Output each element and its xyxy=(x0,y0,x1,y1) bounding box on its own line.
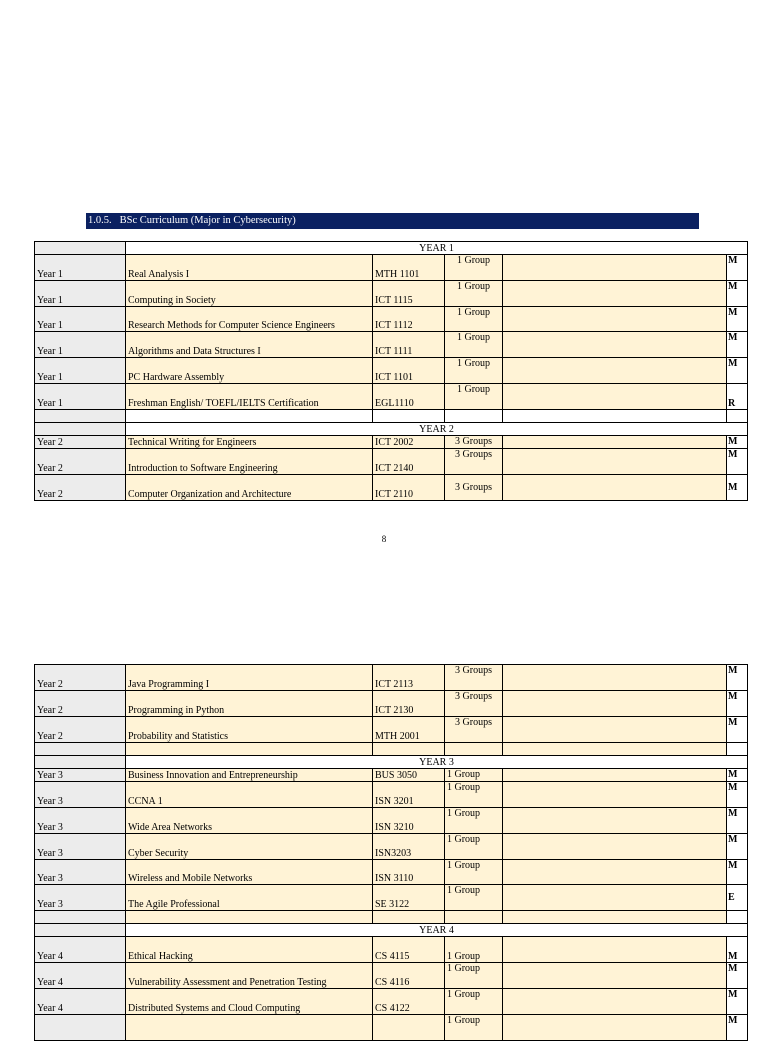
table-row xyxy=(35,332,748,358)
table-row xyxy=(35,808,748,834)
type-cell: M xyxy=(727,691,748,717)
group-cell: 1 Group xyxy=(445,358,503,384)
type-cell: M xyxy=(727,255,748,281)
course-code-cell: BUS 3050 xyxy=(373,769,445,782)
course-code-cell: ISN 3201 xyxy=(373,782,445,808)
course-code-cell: ICT 1111 xyxy=(373,332,445,358)
blank-cell xyxy=(503,384,727,410)
course-code-cell: CS 4115 xyxy=(373,937,445,963)
year-cell: Year 4 xyxy=(35,963,126,989)
table-row xyxy=(35,860,748,885)
course-code-cell: ICT 2140 xyxy=(373,449,445,475)
table-row xyxy=(35,665,748,691)
course-code-cell: ICT 2113 xyxy=(373,665,445,691)
table-row xyxy=(35,449,748,475)
table-row xyxy=(35,384,748,410)
year-cell: Year 1 xyxy=(35,307,126,332)
course-code-cell: ICT 1112 xyxy=(373,307,445,332)
type-cell: E xyxy=(727,885,748,911)
type-cell: M xyxy=(727,769,748,782)
course-code-cell: CS 4122 xyxy=(373,989,445,1015)
blank-cell xyxy=(503,782,727,808)
table-row xyxy=(35,1015,748,1041)
table-row xyxy=(35,691,748,717)
course-code-cell: ICT 2110 xyxy=(373,475,445,501)
year-cell: Year 3 xyxy=(35,834,126,860)
page-number: 8 xyxy=(381,534,387,544)
type-cell: M xyxy=(727,665,748,691)
year-cell: Year 3 xyxy=(35,769,126,782)
blank-cell xyxy=(503,1015,727,1041)
course-name-cell: Distributed Systems and Cloud Computing xyxy=(126,989,373,1015)
type-cell: M xyxy=(727,937,748,963)
course-code-cell: ISN 3110 xyxy=(373,860,445,885)
table-row xyxy=(35,717,748,743)
year-cell: Year 4 xyxy=(35,937,126,963)
table-row xyxy=(35,885,748,911)
table-row xyxy=(35,281,748,307)
year-1-label: YEAR 1 xyxy=(126,242,748,255)
type-cell: M xyxy=(727,475,748,501)
blank-cell xyxy=(503,332,727,358)
course-name-cell: Computer Organization and Architecture xyxy=(126,475,373,501)
blank-cell xyxy=(503,885,727,911)
blank-cell xyxy=(503,449,727,475)
course-name-cell: CCNA 1 xyxy=(126,782,373,808)
blank-cell xyxy=(503,937,727,963)
group-cell: 1 Group xyxy=(445,989,503,1015)
blank-cell xyxy=(503,307,727,332)
type-cell: M xyxy=(727,834,748,860)
group-cell: 1 Group xyxy=(445,332,503,358)
group-cell: 3 Groups xyxy=(445,475,503,501)
group-cell: 1 Group xyxy=(445,281,503,307)
course-name-cell: Wireless and Mobile Networks xyxy=(126,860,373,885)
section-heading xyxy=(86,213,699,229)
course-name-cell: Programming in Python xyxy=(126,691,373,717)
course-code-cell: SE 3122 xyxy=(373,885,445,911)
course-code-cell: MTH 1101 xyxy=(373,255,445,281)
year-cell: Year 1 xyxy=(35,281,126,307)
table-row xyxy=(35,255,748,281)
blank-cell xyxy=(503,834,727,860)
course-code-cell: ISN3203 xyxy=(373,834,445,860)
group-cell: 1 Group xyxy=(445,782,503,808)
group-cell: 1 Group xyxy=(445,834,503,860)
table-row xyxy=(35,834,748,860)
blank-cell xyxy=(503,769,727,782)
type-cell: M xyxy=(727,449,748,475)
course-name-cell: PC Hardware Assembly xyxy=(126,358,373,384)
table-row xyxy=(35,937,748,963)
blank-cell xyxy=(503,808,727,834)
year-3-label: YEAR 3 xyxy=(126,756,748,769)
blank-cell xyxy=(503,989,727,1015)
year-cell: Year 3 xyxy=(35,885,126,911)
blank-cell xyxy=(503,860,727,885)
course-code-cell: ICT 2002 xyxy=(373,436,445,449)
type-cell: M xyxy=(727,1015,748,1041)
table-row xyxy=(35,475,748,501)
group-cell: 1 Group xyxy=(445,808,503,834)
year-cell: Year 1 xyxy=(35,384,126,410)
course-name-cell xyxy=(126,1015,373,1041)
table-row xyxy=(35,963,748,989)
year-cell: Year 2 xyxy=(35,449,126,475)
group-cell: 1 Group xyxy=(445,860,503,885)
course-name-cell: Freshman English/ TOEFL/IELTS Certification xyxy=(126,384,373,410)
course-code-cell: EGL1110 xyxy=(373,384,445,410)
group-cell: 3 Groups xyxy=(445,717,503,743)
table-row xyxy=(35,769,748,782)
course-code-cell: ICT 1101 xyxy=(373,358,445,384)
course-name-cell: Wide Area Networks xyxy=(126,808,373,834)
section-title: BSc Curriculum (Major in Cybersecurity) xyxy=(119,215,296,226)
year-cell: Year 1 xyxy=(35,332,126,358)
year-cell: Year 2 xyxy=(35,665,126,691)
group-cell: 1 Group xyxy=(445,769,503,782)
blank-cell xyxy=(503,358,727,384)
type-cell: M xyxy=(727,332,748,358)
course-name-cell: Business Innovation and Entrepreneurship xyxy=(126,769,373,782)
blank-cell xyxy=(503,691,727,717)
year-cell: Year 1 xyxy=(35,358,126,384)
year-cell: Year 2 xyxy=(35,475,126,501)
year-cell: Year 4 xyxy=(35,989,126,1015)
course-code-cell: ISN 3210 xyxy=(373,808,445,834)
blank-cell xyxy=(503,717,727,743)
table-row xyxy=(35,782,748,808)
course-name-cell: Cyber Security xyxy=(126,834,373,860)
type-cell: M xyxy=(727,989,748,1015)
section-number: 1.0.5. xyxy=(88,215,112,226)
group-cell: 3 Groups xyxy=(445,449,503,475)
year-cell: Year 3 xyxy=(35,782,126,808)
table-row xyxy=(35,989,748,1015)
group-cell: 1 Group xyxy=(445,1015,503,1041)
year-cell: Year 2 xyxy=(35,691,126,717)
blank-cell xyxy=(503,475,727,501)
group-cell: 1 Group xyxy=(445,937,503,963)
group-cell: 1 Group xyxy=(445,384,503,410)
year-4-header-row xyxy=(35,924,748,937)
course-code-cell: ICT 1115 xyxy=(373,281,445,307)
year-2-header-row xyxy=(35,423,748,436)
type-cell: M xyxy=(727,782,748,808)
type-cell: M xyxy=(727,281,748,307)
blank-cell xyxy=(503,436,727,449)
spacer-row xyxy=(35,410,748,423)
type-cell: M xyxy=(727,717,748,743)
year-cell: Year 3 xyxy=(35,808,126,834)
type-cell: M xyxy=(727,860,748,885)
type-cell: M xyxy=(727,963,748,989)
year-cell: Year 1 xyxy=(35,255,126,281)
table-row xyxy=(35,307,748,332)
group-cell: 3 Groups xyxy=(445,665,503,691)
group-cell: 3 Groups xyxy=(445,691,503,717)
course-name-cell: Algorithms and Data Structures I xyxy=(126,332,373,358)
type-cell: M xyxy=(727,358,748,384)
year-4-label: YEAR 4 xyxy=(126,924,748,937)
type-cell: M xyxy=(727,808,748,834)
group-cell: 3 Groups xyxy=(445,436,503,449)
year-cell: Year 3 xyxy=(35,860,126,885)
blank-cell xyxy=(503,665,727,691)
year-cell xyxy=(35,1015,126,1041)
group-cell: 1 Group xyxy=(445,885,503,911)
year-cell: Year 2 xyxy=(35,436,126,449)
course-name-cell: Ethical Hacking xyxy=(126,937,373,963)
year-1-header-row xyxy=(35,242,748,255)
course-name-cell: Java Programming I xyxy=(126,665,373,691)
table-row xyxy=(35,358,748,384)
course-name-cell: Real Analysis I xyxy=(126,255,373,281)
blank-cell xyxy=(503,255,727,281)
course-code-cell: CS 4116 xyxy=(373,963,445,989)
course-name-cell: Introduction to Software Engineering xyxy=(126,449,373,475)
group-cell: 1 Group xyxy=(445,963,503,989)
type-cell: M xyxy=(727,307,748,332)
table-row xyxy=(35,436,748,449)
spacer-row xyxy=(35,743,748,756)
blank-cell xyxy=(503,281,727,307)
curriculum-table-page-2 xyxy=(34,664,748,1041)
course-code-cell: ICT 2130 xyxy=(373,691,445,717)
course-name-cell: Probability and Statistics xyxy=(126,717,373,743)
year-2-label: YEAR 2 xyxy=(126,423,748,436)
type-cell: M xyxy=(727,436,748,449)
course-name-cell: Technical Writing for Engineers xyxy=(126,436,373,449)
blank-cell xyxy=(503,963,727,989)
course-name-cell: Computing in Society xyxy=(126,281,373,307)
course-name-cell: Research Methods for Computer Science Engineers xyxy=(126,307,373,332)
spacer-row xyxy=(35,911,748,924)
group-cell: 1 Group xyxy=(445,307,503,332)
course-name-cell: Vulnerability Assessment and Penetration Testing xyxy=(126,963,373,989)
type-cell: R xyxy=(727,384,748,410)
course-code-cell: MTH 2001 xyxy=(373,717,445,743)
year-3-header-row xyxy=(35,756,748,769)
course-code-cell xyxy=(373,1015,445,1041)
course-name-cell: The Agile Professional xyxy=(126,885,373,911)
curriculum-table-page-1 xyxy=(34,241,748,501)
group-cell: 1 Group xyxy=(445,255,503,281)
year-cell: Year 2 xyxy=(35,717,126,743)
